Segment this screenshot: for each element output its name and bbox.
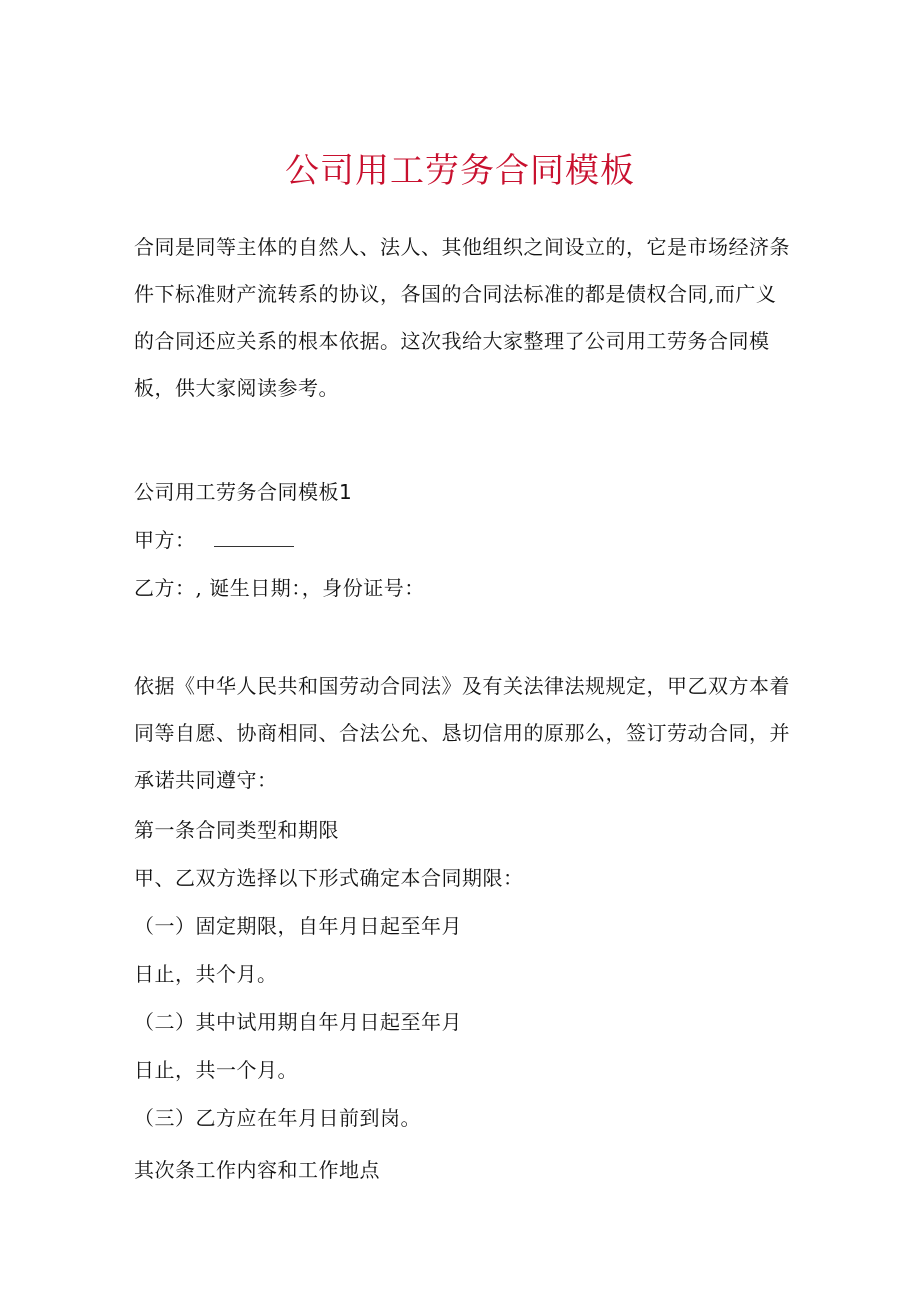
article-1-intro: 甲、乙双方选择以下形式确定本合同期限： — [134, 866, 524, 890]
party-b-line: 乙方：, 诞生日期：，身份证号： — [134, 576, 425, 600]
article-1-title: 第一条合同类型和期限 — [134, 818, 339, 842]
item-1-line-2: 日止，共个月。 — [134, 962, 278, 986]
party-a-label: 甲方： — [134, 528, 196, 552]
party-a-blank — [214, 524, 294, 547]
item-1-line-1: （一）固定期限，自年月日起至年月 — [134, 914, 462, 938]
intro-paragraph: 合同是同等主体的自然人、法人、其他组织之间设立的，它是市场经济条件下标准财产流转系的协议，各国的合同法标准的都是债权合同,而广义的合同还应关系的根本依据。这次我给大家整理了公司用工劳务合同模板，供大家阅读参考。 — [134, 235, 790, 400]
basis-paragraph: 依据《中华人民共和国劳动合同法》及有关法律法规规定，甲乙双方本着同等自愿、协商相同、合法公允、恳切信用的原那么，签订劳动合同，并承诺共同遵守： — [134, 674, 790, 792]
item-2-line-2: 日止，共一个月。 — [134, 1058, 298, 1082]
document-title: 公司用工劳务合同模板 — [285, 151, 635, 191]
party-a-line — [134, 524, 294, 553]
section-heading: 公司用工劳务合同模板1 — [134, 480, 353, 504]
article-2-title: 其次条工作内容和工作地点 — [134, 1158, 380, 1182]
item-2-line-1: （二）其中试用期自年月日起至年月 — [134, 1010, 462, 1034]
item-3: （三）乙方应在年月日前到岗。 — [134, 1106, 421, 1130]
